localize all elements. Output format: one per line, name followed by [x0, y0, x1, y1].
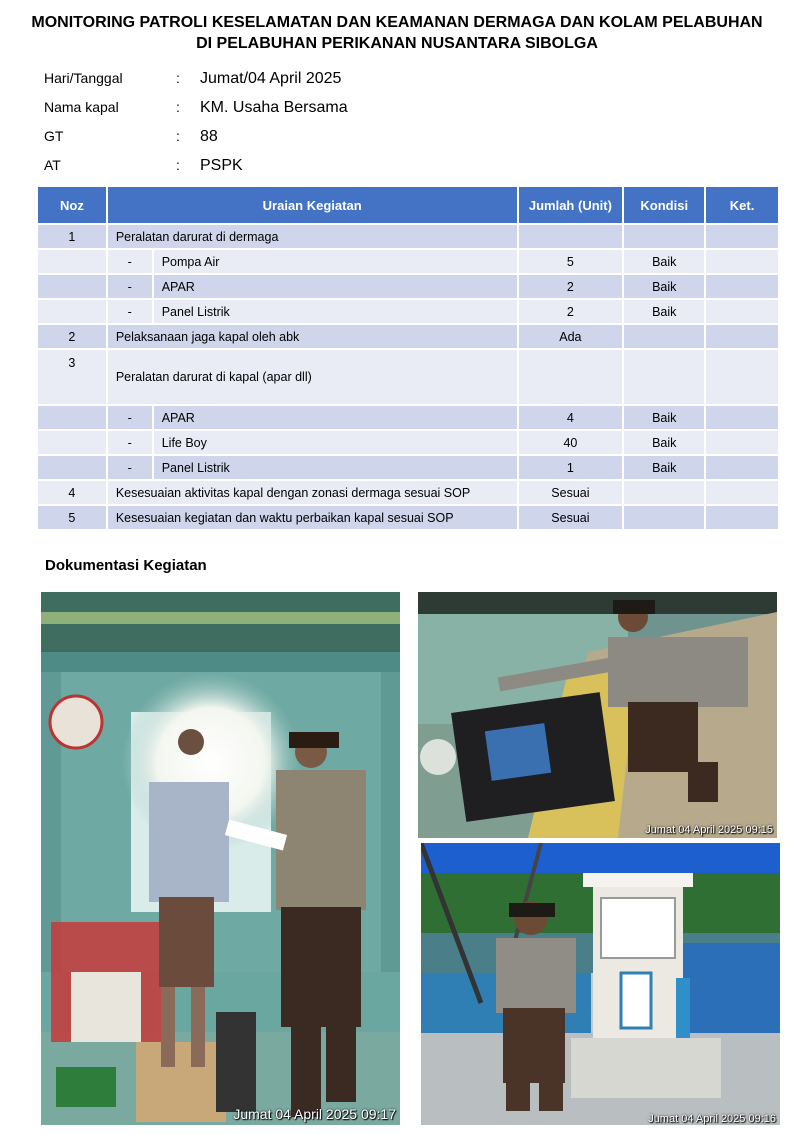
- row-dash: -: [107, 299, 153, 324]
- row-no: 1: [37, 224, 107, 249]
- row-note: [705, 324, 779, 349]
- header-condition: Kondisi: [623, 186, 705, 224]
- photo-timestamp: Jumat 04 April 2025 09:17: [233, 1106, 396, 1122]
- photo-timestamp: Jumat 04 April 2025 09:15: [645, 824, 773, 836]
- row-cond: [623, 505, 705, 530]
- row-dash: -: [107, 249, 153, 274]
- row-item: APAR: [153, 405, 518, 430]
- photo-timestamp: Jumat 04 April 2025 09:16: [648, 1113, 776, 1125]
- row-no: [37, 274, 107, 299]
- row-item: Panel Listrik: [153, 299, 518, 324]
- row-item: Peralatan darurat di dermaga: [107, 224, 518, 249]
- table-row: [37, 274, 779, 299]
- table-row: [37, 405, 779, 430]
- table-row: [37, 430, 779, 455]
- meta-label: GT: [44, 128, 64, 144]
- header-description: Uraian Kegiatan: [107, 186, 518, 224]
- row-cond: Baik: [623, 299, 705, 324]
- row-no: [37, 430, 107, 455]
- photo-water-pump: [421, 843, 780, 1125]
- row-item: Pompa Air: [153, 249, 518, 274]
- table-header-row: [37, 186, 779, 224]
- meta-value: Jumat/04 April 2025: [200, 70, 342, 87]
- row-qty: [518, 224, 624, 249]
- title-line-2: DI PELABUHAN PERIKANAN NUSANTARA SIBOLGA: [196, 35, 598, 52]
- row-qty: 1: [518, 455, 624, 480]
- table-row: [37, 249, 779, 274]
- meta-colon: :: [176, 157, 180, 173]
- row-qty: 2: [518, 299, 624, 324]
- row-qty: Ada: [518, 324, 624, 349]
- row-no: [37, 249, 107, 274]
- meta-label: Hari/Tanggal: [44, 70, 123, 86]
- row-qty: 4: [518, 405, 624, 430]
- meta-value: PSPK: [200, 157, 243, 174]
- row-dash: -: [107, 274, 153, 299]
- row-qty: 5: [518, 249, 624, 274]
- meta-label: AT: [44, 157, 61, 173]
- meta-value: 88: [200, 128, 218, 145]
- row-dash: -: [107, 455, 153, 480]
- row-cond: Baik: [623, 430, 705, 455]
- row-note: [705, 349, 779, 405]
- documentation-heading: Dokumentasi Kegiatan: [45, 557, 207, 574]
- table-row: [37, 299, 779, 324]
- row-item: Life Boy: [153, 430, 518, 455]
- row-item: Pelaksanaan jaga kapal oleh abk: [107, 324, 518, 349]
- table-row: [37, 480, 779, 505]
- row-item: Kesesuaian kegiatan dan waktu perbaikan kapal sesuai SOP: [107, 505, 518, 530]
- table-row: [37, 349, 779, 405]
- meta-colon: :: [176, 128, 180, 144]
- row-cond: [623, 480, 705, 505]
- meta-colon: :: [176, 99, 180, 115]
- row-no: 5: [37, 505, 107, 530]
- row-qty: 40: [518, 430, 624, 455]
- row-note: [705, 274, 779, 299]
- inspection-table: [36, 185, 780, 531]
- row-cond: Baik: [623, 249, 705, 274]
- meta-colon: :: [176, 70, 180, 86]
- row-item: Peralatan darurat di kapal (apar dll): [107, 349, 518, 405]
- row-no: 2: [37, 324, 107, 349]
- row-qty: [518, 349, 624, 405]
- row-note: [705, 405, 779, 430]
- photo-dock-illustration: [418, 592, 777, 838]
- row-note: [705, 430, 779, 455]
- row-dash: -: [107, 430, 153, 455]
- table-row: [37, 505, 779, 530]
- row-note: [705, 224, 779, 249]
- row-no: [37, 455, 107, 480]
- row-no: 3: [37, 349, 107, 405]
- row-cond: [623, 224, 705, 249]
- table-row: [37, 324, 779, 349]
- row-no: [37, 299, 107, 324]
- row-cond: Baik: [623, 274, 705, 299]
- row-note: [705, 505, 779, 530]
- photo-pump-illustration: [421, 843, 780, 1125]
- row-item: Panel Listrik: [153, 455, 518, 480]
- header-note: Ket.: [705, 186, 779, 224]
- row-cond: Baik: [623, 405, 705, 430]
- row-cond: Baik: [623, 455, 705, 480]
- row-note: [705, 249, 779, 274]
- row-note: [705, 299, 779, 324]
- header-quantity: Jumlah (Unit): [518, 186, 624, 224]
- header-no: Noz: [37, 186, 107, 224]
- meta-value: KM. Usaha Bersama: [200, 99, 348, 116]
- row-dash: -: [107, 405, 153, 430]
- photo-cabin-illustration: [41, 592, 400, 1125]
- row-cond: [623, 349, 705, 405]
- row-item: APAR: [153, 274, 518, 299]
- title-line-1: MONITORING PATROLI KESELAMATAN DAN KEAMANAN DERMAGA DAN KOLAM PELABUHAN: [31, 14, 763, 31]
- photo-cabin-inspection: [41, 592, 400, 1125]
- row-note: [705, 480, 779, 505]
- table-row: [37, 455, 779, 480]
- table-row: [37, 224, 779, 249]
- document-title: [0, 12, 794, 54]
- row-no: 4: [37, 480, 107, 505]
- row-note: [705, 455, 779, 480]
- photo-dock-panel: [418, 592, 777, 838]
- row-qty: 2: [518, 274, 624, 299]
- row-qty: Sesuai: [518, 480, 624, 505]
- row-cond: [623, 324, 705, 349]
- row-no: [37, 405, 107, 430]
- row-qty: Sesuai: [518, 505, 624, 530]
- meta-label: Nama kapal: [44, 99, 119, 115]
- row-item: Kesesuaian aktivitas kapal dengan zonasi dermaga sesuai SOP: [107, 480, 518, 505]
